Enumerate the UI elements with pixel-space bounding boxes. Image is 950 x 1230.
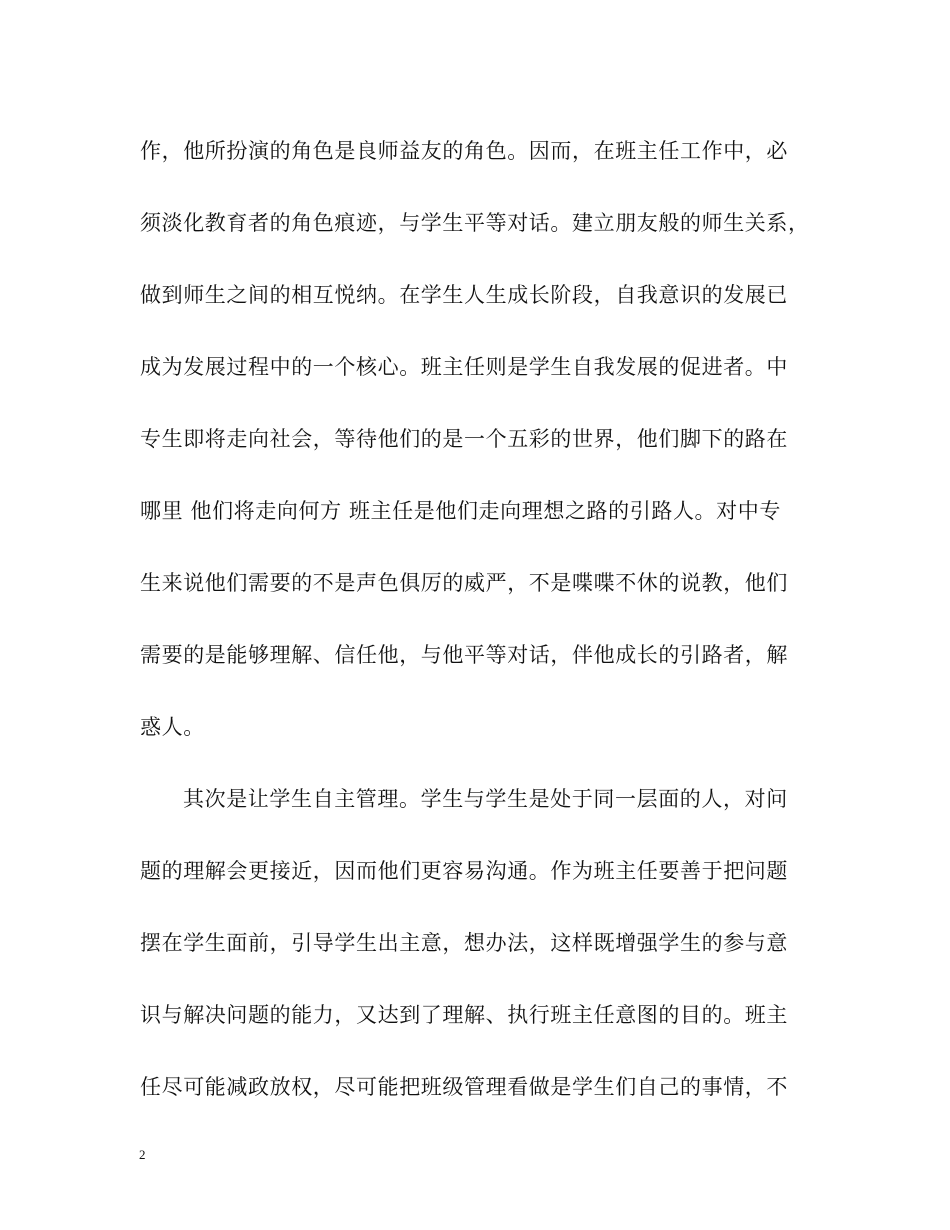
page-number: 2 [139,1147,146,1162]
text-line: 专生即将走向社会，等待他们的是一个五彩的世界，他们脚下的路在 [140,427,788,451]
text-line: 任尽可能减政放权，尽可能把班级管理看做是学生们自己的事情，不 [140,1075,788,1099]
paragraph-first-line: 其次是让学生自主管理。学生与学生是处于同一层面的人，对问 [183,787,788,811]
text-line: 成为发展过程中的一个核心。班主任则是学生自我发展的促进者。中 [140,355,788,379]
text-line: 惑人。 [140,715,205,739]
text-line: 须淡化教育者的角色痕迹，与学生平等对话。建立朋友般的师生关系， [140,211,810,235]
text-line: 摆在学生面前，引导学生出主意，想办法，这样既增强学生的参与意 [140,931,788,955]
text-line: 需要的是能够理解、信任他，与他平等对话，伴他成长的引路者，解 [140,643,788,667]
text-line: 识与解决问题的能力，又达到了理解、执行班主任意图的目的。班主 [140,1003,788,1027]
text-line: 题的理解会更接近，因而他们更容易沟通。作为班主任要善于把问题 [140,859,788,883]
document-body [140,115,820,1123]
text-line: 生来说他们需要的不是声色俱厉的威严，不是喋喋不休的说教，他们 [140,571,788,595]
text-line: 作，他所扮演的角色是良师益友的角色。因而，在班主任工作中，必 [140,139,788,163]
text-line: 哪里 他们将走向何方 班主任是他们走向理想之路的引路人。对中专 [140,499,781,523]
text-line: 做到师生之间的相互悦纳。在学生人生成长阶段，自我意识的发展已 [140,283,788,307]
